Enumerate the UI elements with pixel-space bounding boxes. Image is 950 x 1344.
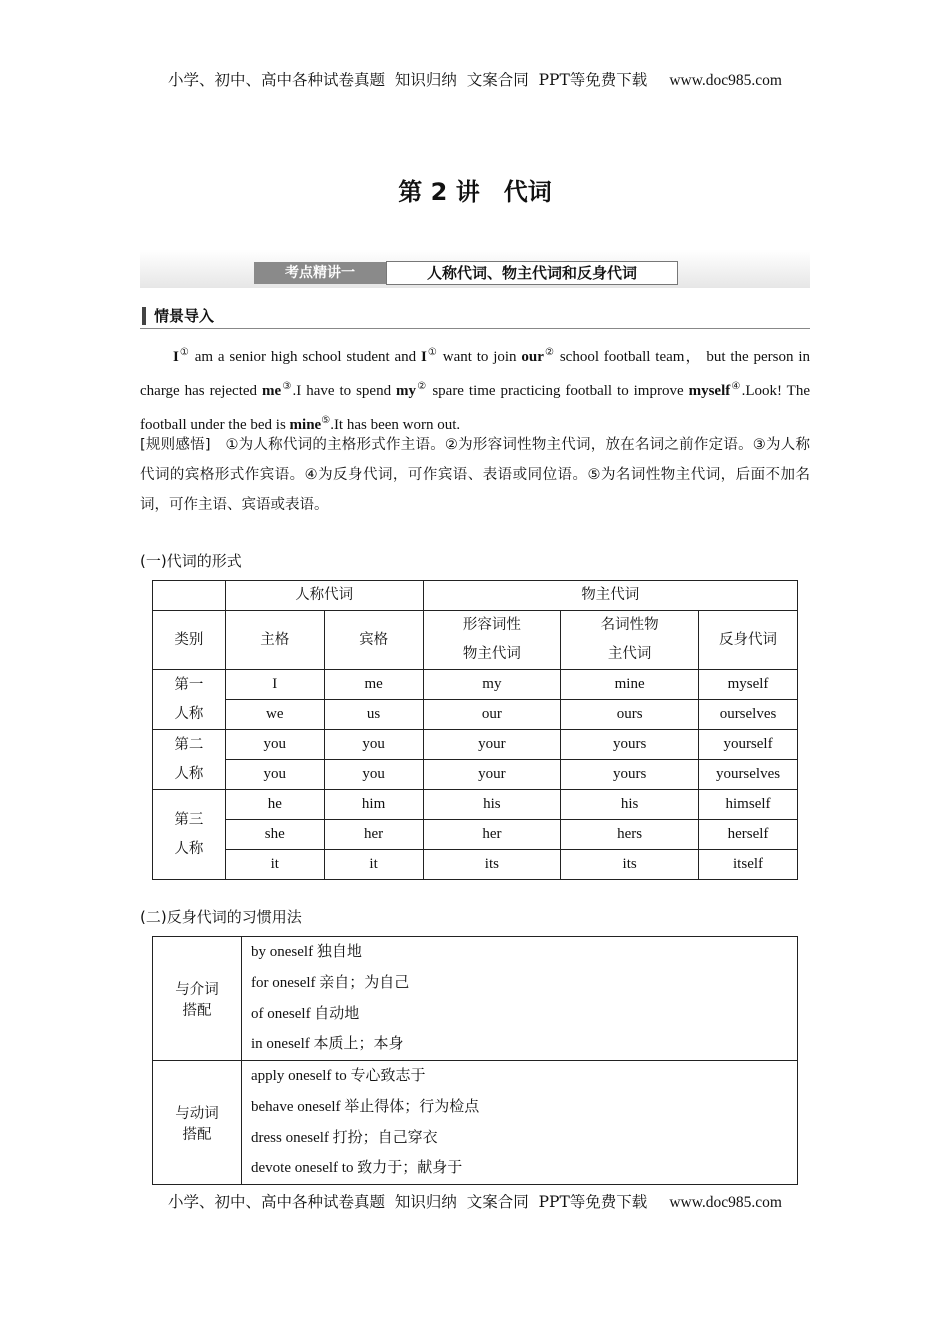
table-cell: I [225,670,324,700]
table-cell: you [324,760,423,790]
story-text: .It has been worn out. [330,417,461,433]
table-cell: my [423,670,561,700]
table-cell: he [225,790,324,820]
header-url: www.doc985.com [669,72,782,89]
header-text: 小学、初中、高中各种试卷真题 知识归纳 文案合同 PPT等免费下载 [168,71,648,89]
marker: ② [416,381,428,392]
table-cell: his [423,790,561,820]
header-line: 形容词性 [462,617,521,633]
column-header: 主格 [225,611,324,670]
table-row [153,790,798,820]
label-line: 人称 [174,840,204,857]
column-header: 类别 [153,611,226,670]
usage-item: in oneself 本质上；本身 [251,1036,404,1053]
table-cell: your [423,760,561,790]
table-cell: we [225,700,324,730]
label-line: 人称 [174,705,204,722]
table-row [153,581,798,611]
story-text: spare time practicing football to improve [427,383,689,399]
items-cell [242,937,798,1061]
table-cell: it [225,850,324,880]
category-line: 与介词 [175,981,219,998]
keyword: mine [289,417,322,433]
usage-item: behave oneself 举止得体；行为检点 [251,1098,480,1115]
page-title: 第 2 讲 代词 [398,178,552,206]
usage-item: of oneself 自动地 [251,1005,360,1022]
table-row [153,700,798,730]
table-cell: yours [561,730,699,760]
column-header: 反身代词 [699,611,798,670]
keyword: my [396,383,417,399]
section-bar-icon [142,307,146,325]
category-line: 搭配 [182,1002,212,1019]
label-line: 第一 [174,676,204,693]
story-text: want to join [437,349,522,365]
section-heading [140,304,810,329]
table-row [153,730,798,760]
table-cell: her [324,820,423,850]
table-cell: yourselves [699,760,798,790]
column-header [423,611,561,670]
section-label: 情景导入 [154,307,215,325]
marker: ② [543,347,555,358]
table-row [153,937,798,1061]
usage-item: dress oneself 打扮；自己穿衣 [251,1129,438,1146]
column-header: 宾格 [324,611,423,670]
story-text: .I have to spend [292,383,397,399]
category-cell [153,1061,242,1185]
table-cell: his [561,790,699,820]
person-label [153,730,226,790]
table-cell: us [324,700,423,730]
subheading-usage: (二)反身代词的习惯用法 [140,908,302,926]
table-cell: hers [561,820,699,850]
banner-tag: 考点精讲一 [254,262,386,284]
table-cell: mine [561,670,699,700]
story-text: .Look! The football under the bed is [140,383,810,433]
table-cell: you [225,760,324,790]
story-text: school football team， but the person in charge has rejected [140,349,810,399]
category-line: 搭配 [182,1126,212,1143]
section-banner [140,250,810,288]
table-cell: she [225,820,324,850]
person-label [153,790,226,880]
marker: ① [178,347,190,358]
page-header [0,68,950,90]
label-line: 第二 [174,736,204,753]
group-header: 人称代词 [225,581,423,611]
table-cell: its [561,850,699,880]
column-header [561,611,699,670]
table-cell: me [324,670,423,700]
table-row [153,760,798,790]
table-row [153,670,798,700]
header-line: 主代词 [607,646,652,662]
table-cell: yours [561,760,699,790]
usage-item: devote oneself to 致力于；献身于 [251,1160,463,1177]
pronoun-table [152,580,798,880]
banner-title: 人称代词、物主代词和反身代词 [386,261,678,285]
marker: ③ [281,381,293,392]
keyword: I [173,349,179,365]
table-cell [153,581,226,611]
subheading-forms: (一)代词的形式 [140,552,242,570]
story-paragraph [140,338,810,440]
table-cell: her [423,820,561,850]
rule-paragraph: [规则感悟] ①为人称代词的主格形式作主语。②为形容词性物主代词，放在名词之前作定语。③为人称代词的宾格形式作宾语。④为反身代词，可作宾语、表语或同位语。⑤为名词性物主代词，后面不加名词，可作主语、宾语或表语。 [140,437,810,513]
label-line: 第三 [174,811,204,828]
table-cell: ours [561,700,699,730]
table-cell: itself [699,850,798,880]
marker: ④ [730,381,742,392]
table-row [153,611,798,670]
table-cell: it [324,850,423,880]
header-line: 名词性物 [600,617,659,633]
keyword: myself [688,383,731,399]
table-row [153,1061,798,1185]
table-cell: himself [699,790,798,820]
table-cell: its [423,850,561,880]
page-footer [0,1190,950,1212]
usage-item: for oneself 亲自；为自己 [251,974,410,991]
table-row [153,850,798,880]
table-cell: yourself [699,730,798,760]
items-cell [242,1061,798,1185]
keyword: I [420,349,427,365]
table-cell: him [324,790,423,820]
story-text: am a senior high school student and [189,349,421,365]
table-cell: ourselves [699,700,798,730]
table-cell: myself [699,670,798,700]
keyword: our [521,349,544,365]
table-cell: your [423,730,561,760]
table-cell: our [423,700,561,730]
group-header: 物主代词 [423,581,797,611]
person-label [153,670,226,730]
footer-url: www.doc985.com [669,1194,782,1211]
table-cell: you [324,730,423,760]
category-line: 与动词 [175,1105,219,1122]
marker: ⑤ [321,415,331,426]
footer-text: 小学、初中、高中各种试卷真题 知识归纳 文案合同 PPT等免费下载 [168,1193,648,1211]
table-cell: you [225,730,324,760]
keyword: me [262,383,282,399]
marker: ① [426,347,438,358]
table-row [153,820,798,850]
label-line: 人称 [174,765,204,782]
header-line: 物主代词 [462,646,521,662]
reflexive-usage-table [152,936,798,1185]
table-cell: herself [699,820,798,850]
usage-item: by oneself 独自地 [251,944,362,960]
usage-item: apply oneself to 专心致志于 [251,1068,426,1084]
category-cell [153,937,242,1061]
